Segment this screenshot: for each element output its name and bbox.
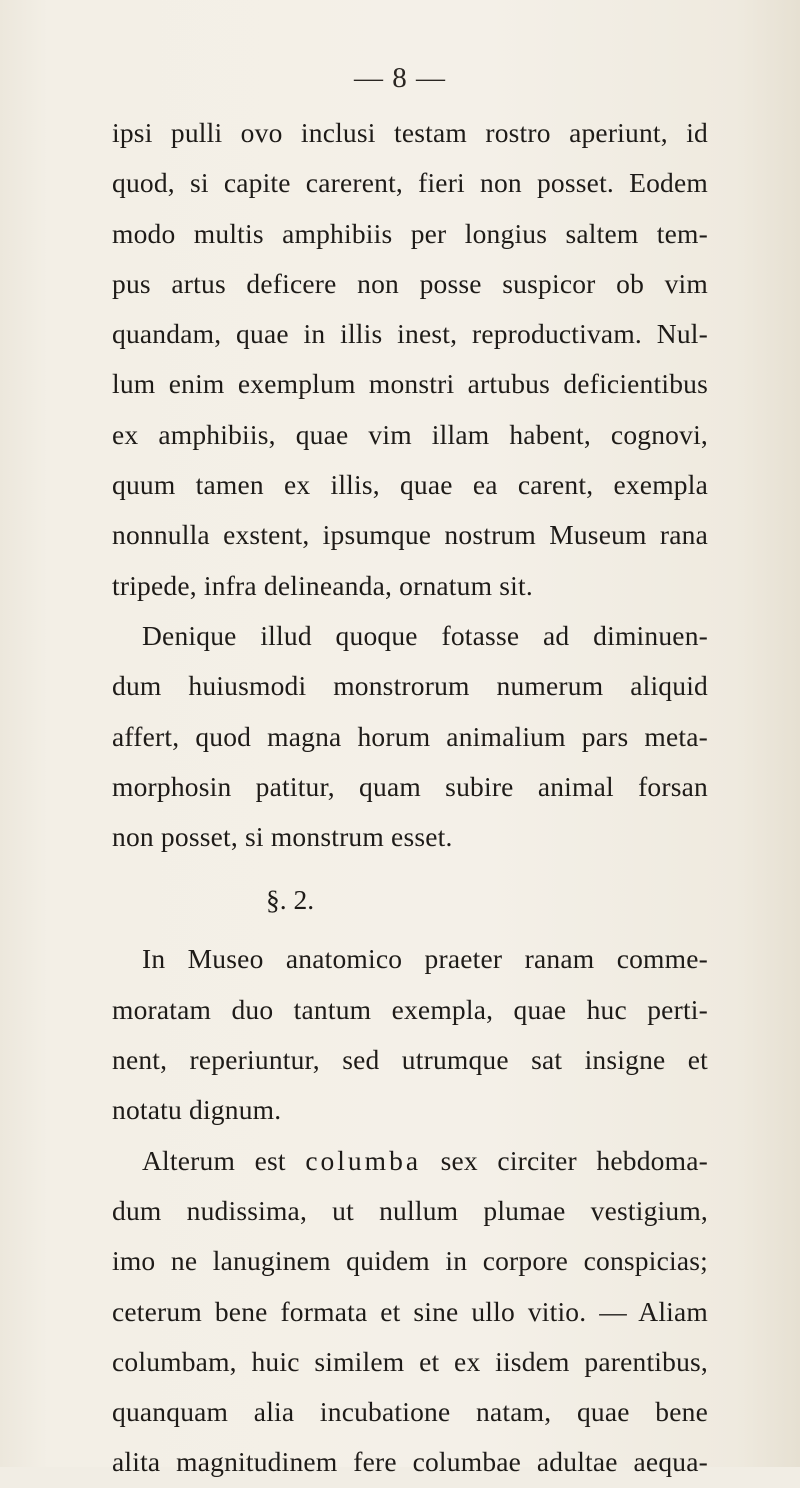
paragraph-4 [112,1136,708,1488]
text-line: pus artus deficere non posse suspicor ob vim [112,267,708,299]
page-number: — 8 — [354,62,446,94]
text-line: dum huiusmodi monstrorum numerum aliquid [112,670,708,702]
text-line: nent, reperiuntur, sed utrumque sat insigne et [112,1044,708,1076]
text-line: imo ne lanuginem quidem in corpore conspicias; [112,1245,708,1277]
text-line: Denique illud quoque fotasse ad diminuen- [142,619,708,651]
text-line: quanquam alia incubatione natam, quae bene [112,1396,708,1428]
text-line: ex amphibiis, quae vim illam habent, cognovi, [112,418,708,450]
text-line: quod, si capite carerent, fieri non posset. Eodem [112,167,708,199]
text-line: notatu dignum. [112,1094,282,1126]
text-line: columbam, huic similem et ex iisdem parentibus, [112,1345,708,1377]
paragraph-3 [112,934,708,1135]
text-line: non posset, si monstrum esset. [112,821,453,853]
section-heading: §. 2. [265,884,315,916]
text-line: quum tamen ex illis, quae ea carent, exempla [112,469,708,501]
text-line: quandam, quae in illis inest, reproductivam. Nul- [112,318,708,350]
paragraph-1 [112,108,708,611]
text-line: tripede, infra delineanda, ornatum sit. [112,569,533,601]
emphasized-word: columba [305,1144,422,1176]
paragraph-2 [112,611,708,862]
text-line: morphosin patitur, quam subire animal forsan [112,770,708,802]
text-line: nonnulla exstent, ipsumque nostrum Museum rana [112,519,708,551]
text-line: modo multis amphibiis per longius saltem tem- [112,217,708,249]
text-line [112,1136,708,1186]
text-line: affert, quod magna horum animalium pars meta- [112,720,708,752]
text-line: dum nudissima, ut nullum plumae vestigium, [112,1194,708,1226]
text-line: moratam duo tantum exempla, quae huc perti- [112,993,708,1025]
text-line: ceterum bene formata et sine ullo vitio. — Aliam [112,1295,708,1327]
text-line: ipsi pulli ovo inclusi testam rostro aperiunt, id [112,117,708,148]
text-line: lum enim exemplum monstri artubus deficientibus [112,368,708,400]
text-fragment: sex circiter hebdoma- [440,1144,708,1176]
text-line: alita magnitudinem fere columbae adultae aequa- [112,1446,708,1478]
body-text [112,108,708,1488]
text-line: In Museo anatomico praeter ranam comme- [142,943,708,975]
text-fragment: Alterum est [142,1144,286,1176]
